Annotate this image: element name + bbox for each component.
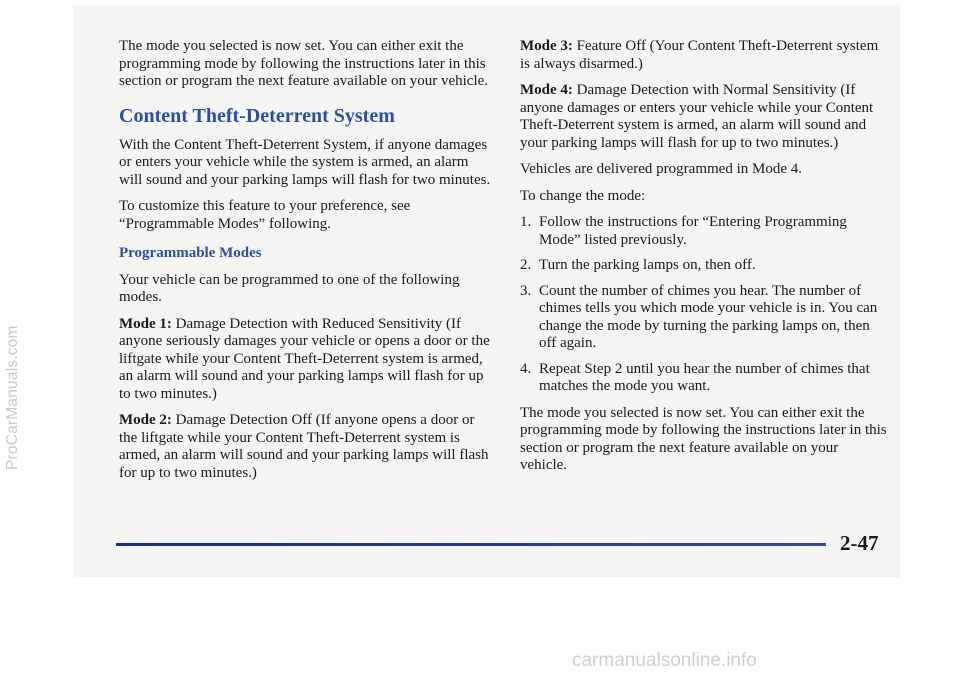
intro-paragraph: The mode you selected is now set. You can either exit the programming mode by following the instructions later in this section or program the next feature available on your vehicle. xyxy=(119,38,489,89)
step-number: 1. xyxy=(520,214,532,230)
step-text: Repeat Step 2 until you hear the number of chimes that matches the mode you want. xyxy=(539,360,870,394)
mode-4-label: Mode 4: xyxy=(520,82,573,98)
side-watermark: ProCarManuals.com xyxy=(4,325,21,470)
mode-4-paragraph xyxy=(520,82,888,152)
change-intro-paragraph: To change the mode: xyxy=(520,187,646,204)
mode-1-label: Mode 1: xyxy=(119,315,172,332)
subsection-paragraph: Your vehicle can be programmed to one of the following modes. xyxy=(119,271,460,305)
delivered-paragraph: Vehicles are delivered programmed in Mode 4. xyxy=(520,161,802,177)
right-column xyxy=(520,38,888,484)
list-item xyxy=(520,283,888,353)
mode-3-paragraph xyxy=(520,38,888,73)
step-text: Count the number of chimes you hear. The number of chimes tells you which mode your vehicle is in. You can change the mode by turning the parking lamps on, then off again. xyxy=(539,282,878,351)
list-item xyxy=(520,257,888,275)
list-item xyxy=(520,361,888,396)
left-column xyxy=(119,38,491,491)
footer-rule xyxy=(116,543,826,546)
mode-1-paragraph xyxy=(119,316,491,404)
mode-3-text: Feature Off (Your Content Theft-Deterrent system is always disarmed.) xyxy=(520,38,879,72)
page-number: 2-47 xyxy=(840,531,879,555)
step-number: 2. xyxy=(520,257,532,273)
steps-list xyxy=(520,214,888,396)
mode-3-label: Mode 3: xyxy=(520,38,573,54)
mode-4-text: Damage Detection with Normal Sensitivity (If anyone damages or enters your vehicle while your Content Theft-Deterrent system is armed, an alarm will sound and your parking lamps will flash for up to two minutes.) xyxy=(520,82,874,151)
step-number: 3. xyxy=(520,282,532,299)
section-paragraph-2: To customize this feature to your preference, see “Programmable Modes” following. xyxy=(119,198,411,232)
step-text: Turn the parking lamps on, then off. xyxy=(539,257,756,273)
list-item xyxy=(520,214,888,249)
section-heading: Content Theft-Deterrent System xyxy=(119,104,395,127)
mode-2-label: Mode 2: xyxy=(119,412,172,428)
section-paragraph-1: With the Content Theft-Deterrent System, if anyone damages or enters your vehicle while the system is armed, an alarm will sound and your parking lamps will flash for two minutes. xyxy=(119,136,491,188)
step-text: Follow the instructions for “Entering Programming Mode” listed previously. xyxy=(539,214,847,248)
subsection-heading: Programmable Modes xyxy=(119,245,262,261)
step-number: 4. xyxy=(520,360,532,377)
mode-1-text: Damage Detection with Reduced Sensitivity (If anyone seriously damages your vehicle or opens a door or the liftgate while your Content Theft-Deterrent system is armed, an alarm will sound and your parking lamps will flash for up to two minutes.) xyxy=(119,315,490,402)
mode-2-text: Damage Detection Off (If anyone opens a door or the liftgate while your Content Theft-Deterrent system is armed, an alarm will sound and your parking lamps will flash for up to two minutes.) xyxy=(119,412,489,481)
outro-paragraph: The mode you selected is now set. You can either exit the programming mode by following the instructions later in this section or program the next feature available on your vehicle. xyxy=(520,404,887,473)
bottom-watermark: carmanualsonline.info xyxy=(572,650,757,671)
mode-2-paragraph xyxy=(119,412,491,482)
